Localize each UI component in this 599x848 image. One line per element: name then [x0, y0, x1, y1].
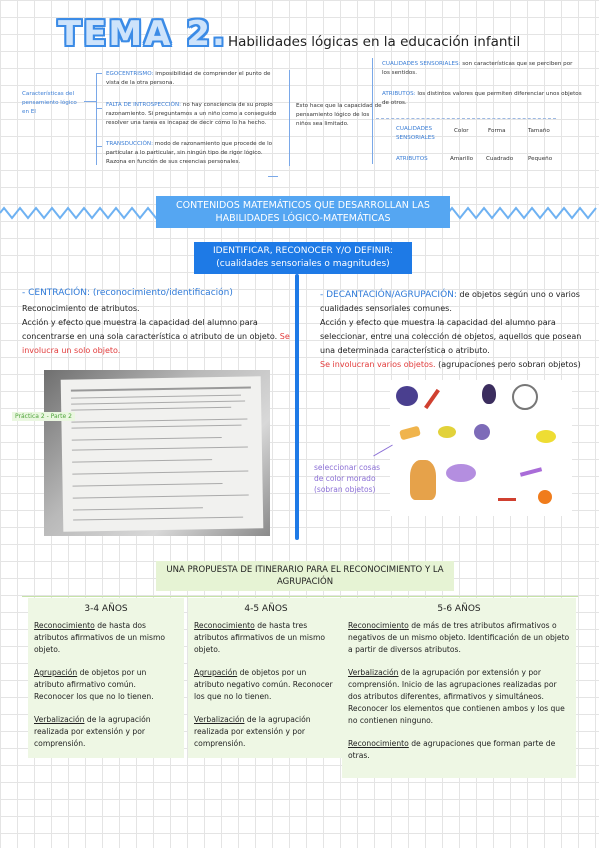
card-paragraph: Verbalización de la agrupación realizada por extensión y por comprensión.	[194, 715, 311, 748]
atributos-text: los distintos valores que permiten diferenciar unos objetos de otros.	[382, 91, 582, 106]
centracion-red: Se involucra un solo objeto.	[22, 332, 290, 355]
lemon-object	[438, 426, 456, 438]
identificar-line2: (cualidades sensoriales o magnitudes)	[216, 259, 390, 269]
cualidades-term: CUALIDADES SENSORIALES:	[382, 61, 461, 67]
cartoon-fox	[410, 460, 436, 500]
bracket-tick	[268, 176, 278, 177]
practica-label: Práctica 2 - Parte 2	[12, 412, 75, 421]
page-subtitle: Habilidades lógicas en la educación infantil	[228, 34, 521, 50]
card-3-4	[28, 598, 184, 758]
conclusion-note: Esto hace que la capacidad de pensamiento lógico de los niños sea limitado.	[296, 103, 382, 127]
worksheet-paper	[61, 376, 264, 531]
itinerario-banner: UNA PROPUESTA DE ITINERARIO PARA EL RECONOCIMIENTO Y LA AGRUPACIÓN	[156, 561, 454, 591]
pencil-object	[498, 498, 516, 501]
card-5-6	[342, 598, 576, 778]
bracket-tick	[96, 73, 102, 74]
card-paragraph: Reconocimiento de hasta dos atributos afirmativos de un mismo objeto.	[34, 621, 166, 654]
cabbage-object	[396, 386, 418, 406]
objects-illustration	[390, 380, 572, 516]
centracion-line2: Acción y efecto que muestra la capacidad del alumno para concentrarse en una sola característica o atributo de un objeto.	[22, 318, 278, 341]
centracion-body	[22, 302, 290, 358]
pan-object	[512, 384, 538, 410]
card-age: 4-5 AÑOS	[244, 604, 288, 614]
center-divider-line	[295, 274, 299, 540]
table-cell: Cuadrado	[486, 156, 514, 162]
grapes-object	[474, 424, 490, 440]
contenidos-banner: CONTENIDOS MATEMÁTICOS QUE DESARROLLAN LAS HABILIDADES LÓGICO-MATEMÁTICAS	[156, 196, 450, 228]
identificar-banner	[194, 242, 412, 274]
card-paragraph: Reconocimiento de hasta tres atributos afirmativos de un mismo objeto.	[194, 621, 326, 654]
table-cell: Tamaño	[528, 128, 550, 134]
egocentrismo-text: imposibilidad de comprender el punto de vista de la otra persona.	[106, 71, 271, 86]
purple-blob-object	[446, 464, 476, 482]
eggplant-object	[482, 384, 496, 404]
atributos-definition	[382, 90, 582, 108]
egocentrismo-term: EGOCENTRISMO:	[106, 71, 154, 77]
sock-object	[399, 426, 421, 441]
card-paragraph: Reconocimiento de agrupaciones que forman parte de otras.	[348, 739, 556, 760]
divider	[376, 118, 556, 120]
centracion-title: - CENTRACIÓN: (reconocimiento/identificación)	[22, 288, 233, 298]
atributos-term: ATRIBUTOS:	[382, 91, 416, 97]
introspeccion-term: FALTA DE INTROSPECCIÓN:	[106, 102, 182, 108]
decantacion-title: - DECANTACIÓN/AGRUPACIÓN:	[320, 290, 457, 300]
cualidades-definition	[382, 60, 582, 78]
introspeccion-item	[106, 101, 282, 128]
transduccion-term: TRANSDUCCIÓN:	[106, 141, 153, 147]
introspeccion-text: no hay consciencia de su propio razonamiento. Si preguntamos a un niño como a conseguido resolver una tarea es incapaz de decir cómo lo ha hecho.	[106, 102, 277, 126]
decantacion-title-rest: de objetos según uno o varios cualidades sensoriales comunes.	[320, 290, 580, 313]
transduccion-text: modo de razonamiento que procede de lo particular a lo particular, sin ningún tipo de rigor lógico. Razona en función de sus creencias personales.	[106, 141, 273, 165]
card-paragraph: Verbalización de la agrupación por extensión y por comprensión. Inicio de las agrupaciones realizadas por dos atributos diferentes, afirmativos y simultáneos. Reconocer los elementos que contienen ambos y los que no contienen ninguno.	[348, 668, 565, 725]
table-cell: Color	[454, 128, 469, 134]
transduccion-item	[106, 140, 278, 167]
cards-connector	[22, 596, 578, 597]
card-paragraph: Agrupación de objetos por un atributo negativo común. Reconocer los que no lo tienen.	[194, 668, 333, 701]
tema-title: TEMA 2.	[58, 14, 227, 54]
card-paragraph: Agrupación de objetos por un atributo afirmativo común. Reconocer los que no lo tienen.	[34, 668, 154, 701]
decantacion-tail: (agrupaciones pero sobran objetos)	[438, 360, 581, 369]
worksheet-photo	[44, 370, 270, 536]
card-paragraph: Reconocimiento de más de tres atributos afirmativos o negativos de un mismo objeto. Identificación de un objeto a partir de diversos atributos.	[348, 621, 570, 654]
bracket-connector	[84, 101, 96, 102]
card-paragraph: Verbalización de la agrupación realizada por extensión y por comprensión.	[34, 715, 151, 748]
lemon-object	[536, 430, 556, 443]
table-cell: Forma	[488, 128, 506, 134]
orange-object	[538, 490, 552, 504]
bracket-tick	[96, 108, 102, 109]
decantacion-body	[320, 288, 582, 372]
purple-tool-object	[520, 467, 542, 477]
purple-annotation: seleccionar cosas de color morado (sobran objetos)	[314, 463, 381, 494]
screwdriver-object	[424, 389, 440, 409]
egocentrismo-item	[106, 70, 278, 88]
table-cell: Pequeño	[528, 156, 553, 162]
left-bracket	[96, 73, 103, 165]
card-4-5	[188, 598, 344, 758]
card-age: 3-4 AÑOS	[84, 604, 128, 614]
decantacion-red: Se involucran varios objetos.	[320, 360, 436, 369]
table-cell: Amarillo	[450, 156, 474, 162]
right-block-bracket	[372, 58, 377, 164]
table-row1-label: CUALIDADES SENSORIALES	[396, 126, 435, 141]
decantacion-line2: Acción y efecto que muestra la capacidad del alumno para seleccionar, entre una colección de objetos, aquellos que posean una determinada característica o atributo.	[320, 318, 582, 355]
centracion-line1: Reconocimiento de atributos.	[22, 304, 140, 313]
cualidades-text: son características que se perciben por los sentidos.	[382, 61, 573, 76]
card-age: 5-6 AÑOS	[437, 604, 481, 614]
bracket-tick	[96, 146, 102, 147]
right-bracket	[284, 70, 290, 166]
left-block-label: Características del pensamiento lógico en EI	[22, 91, 77, 115]
table-row2-label: ATRIBUTOS	[396, 156, 428, 162]
identificar-line1: IDENTIFICAR, RECONOCER Y/O DEFINIR:	[213, 246, 393, 256]
